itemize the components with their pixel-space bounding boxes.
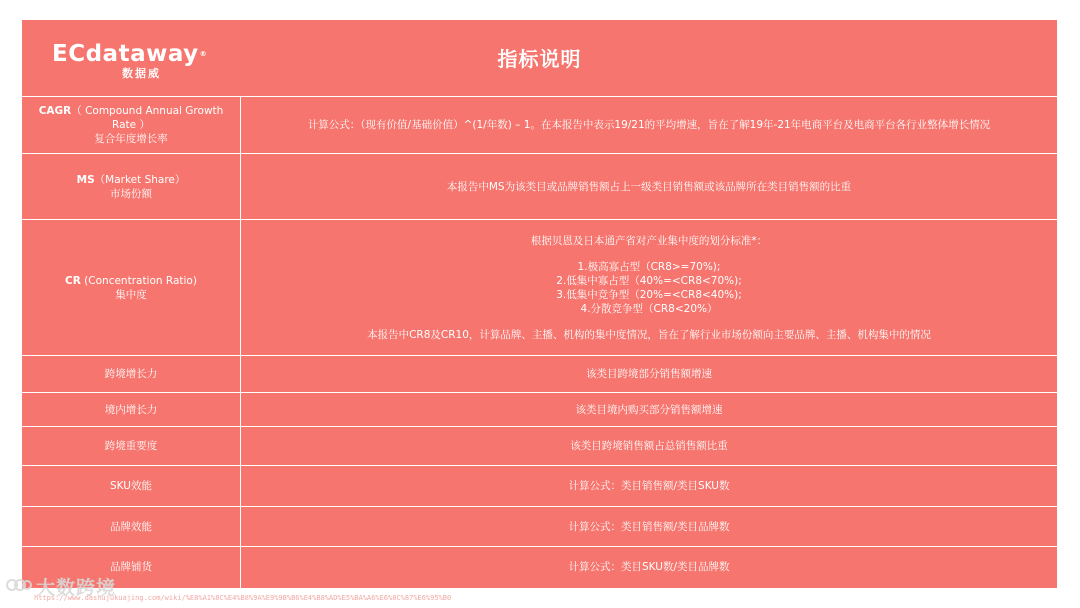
term-cell: SKU效能 [22, 466, 241, 507]
desc-cell: 该类目跨境销售额占总销售额比重 [241, 427, 1058, 466]
term-full: （Market Share） [94, 173, 186, 186]
table-row [22, 466, 1057, 507]
logo-subtitle: 数据威 [122, 67, 161, 80]
desc-cell: 计算公式：类目销售额/类目品牌数 [241, 507, 1058, 547]
desc-cell: 计算公式：（现有价值/基础价值）^(1/年数) – 1。在本报告中表示19/21的平均增速，旨在了解19年-21年电商平台及电商平台各行业整体增长情况 [241, 97, 1058, 154]
term-cell [22, 97, 241, 154]
term-cell: 品牌铺货 [22, 547, 241, 588]
desc-cell: 该类目跨境部分销售额增速 [241, 356, 1058, 393]
desc-list-item: 4.分散竞争型（CR8<20%） [580, 302, 718, 315]
content-panel [22, 20, 1057, 588]
desc-cell: 计算公式：类目SKU数/类目品牌数 [241, 547, 1058, 588]
metrics-table [22, 96, 1057, 588]
desc-cell: 本报告中MS为该类目或品牌销售额占上一级类目销售额或该品牌所在类目销售额的比重 [241, 154, 1058, 220]
table-row [22, 356, 1057, 393]
desc-list-item: 2.低集中寡占型（40%=<CR8<70%); [556, 274, 742, 287]
table-row [22, 507, 1057, 547]
table-row [22, 427, 1057, 466]
term-abbr: MS [76, 173, 95, 186]
term-cell: 跨境重要度 [22, 427, 241, 466]
table-row [22, 154, 1057, 220]
desc-list-item: 1.极高寡占型（CR8>=70%); [577, 260, 721, 273]
source-url[interactable]: https://www.dashujukuajing.com/wiki/%E8%A1%8C%E4%B8%9A%E9%9B%B6%E4%B8%AD%E5%BA%A6%E6%8C%87%E6%95%B0 [34, 594, 452, 602]
table-row [22, 547, 1057, 588]
table-row [22, 220, 1057, 356]
desc-list-item: 3.低集中竞争型（20%=<CR8<40%); [556, 288, 742, 301]
table-row [22, 393, 1057, 427]
term-cn: 集中度 [115, 288, 147, 301]
desc-outro: 本报告中CR8及CR10，计算品牌、主播、机构的集中度情况，旨在了解行业市场份额向主要品牌、主播、机构集中的情况 [367, 328, 931, 341]
page-title: 指标说明 [497, 47, 582, 71]
desc-cell: 计算公式：类目销售额/类目SKU数 [241, 466, 1058, 507]
header [22, 20, 1057, 96]
watermark-text: 大数跨境 [36, 577, 117, 599]
term-full: (Concentration Ratio) [80, 274, 197, 287]
logo-wordmark: ECdataway [52, 41, 199, 67]
desc-cell [241, 220, 1058, 356]
term-cn: 市场份额 [110, 187, 152, 200]
term-cell [22, 220, 241, 356]
term-cell: 境内增长力 [22, 393, 241, 427]
watermark-logo-icon [6, 576, 32, 598]
term-abbr: CAGR [38, 105, 72, 117]
term-abbr: CR [65, 274, 81, 287]
term-cell: 跨境增长力 [22, 356, 241, 393]
registered-mark: ® [199, 50, 208, 58]
desc-intro: 根据贝恩及日本通产省对产业集中度的划分标准*： [530, 234, 768, 247]
term-full: （ Compound Annual Growth Rate ） [71, 105, 224, 131]
term-cell [22, 154, 241, 220]
desc-cell: 该类目境内购买部分销售额增速 [241, 393, 1058, 427]
term-cn: 复合年度增长率 [94, 133, 168, 145]
term-cell: 品牌效能 [22, 507, 241, 547]
table-row [22, 97, 1057, 154]
